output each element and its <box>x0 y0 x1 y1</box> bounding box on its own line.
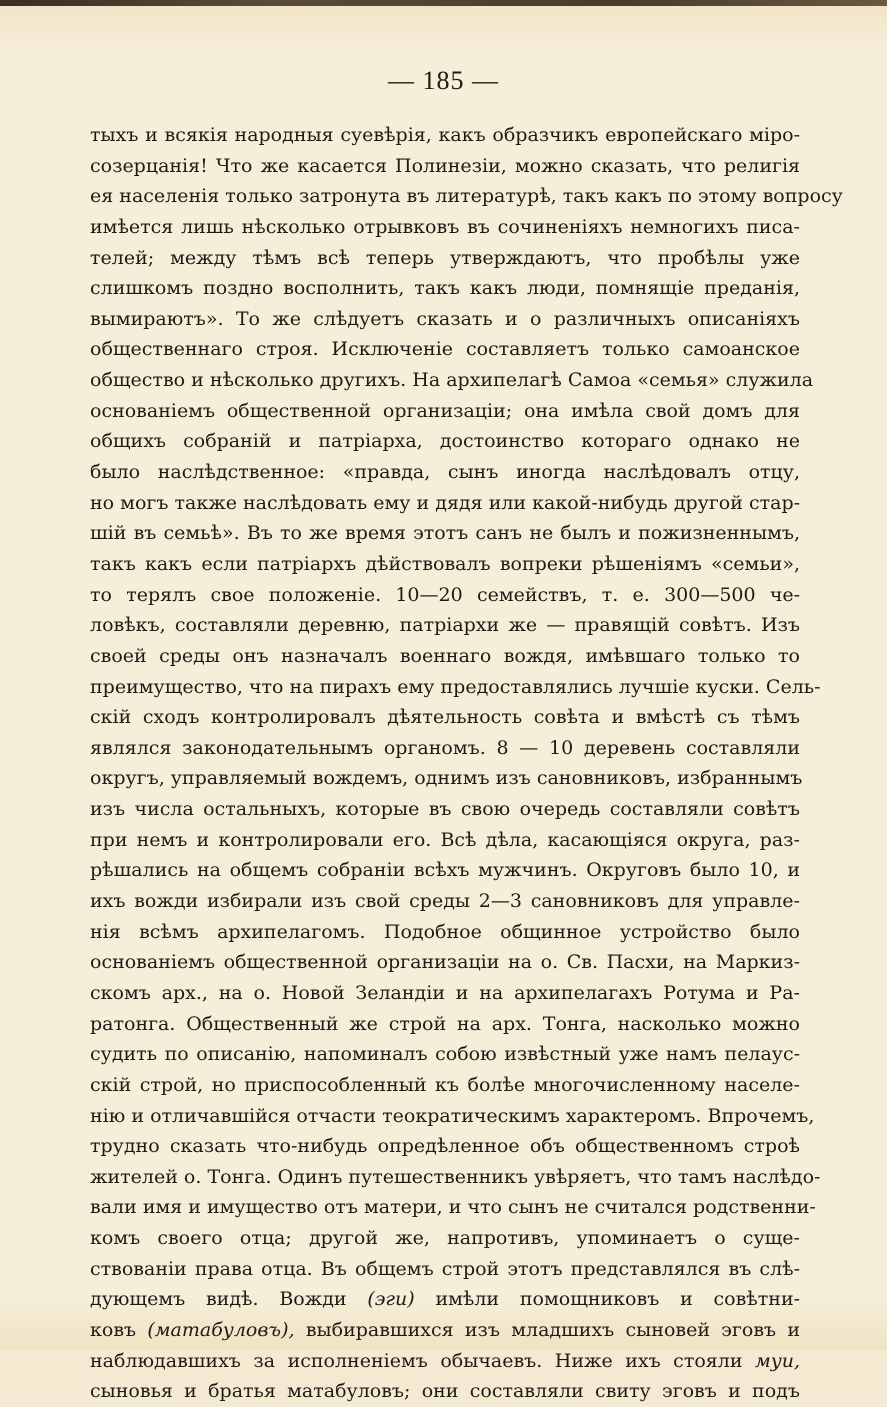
text-line: изъ числа остальныхъ, которые въ свою очередь составляли совѣтъ <box>90 798 800 821</box>
text-line: своей среды онъ назначалъ военнаго вождя, имѣвшаго только то <box>90 644 800 667</box>
text-line: ратонга. Общественный же строй на арх. Тонга, насколько можно <box>90 1012 800 1035</box>
text-line: ковъ (матабуловъ), выбиравшихся изъ младшихъ сыновей эговъ и <box>90 1318 801 1341</box>
text-line: скій сходъ контролировалъ дѣятельность совѣта и вмѣстѣ съ тѣмъ <box>90 706 801 729</box>
text-line: ловѣкъ, составляли деревню, патріархи же — правящій совѣтъ. Изъ <box>90 614 801 637</box>
text-line: общественнаго строя. Исключеніе составляетъ только самоанское <box>90 338 800 361</box>
text-line: ствованіи права отца. Въ общемъ строй этотъ представлялся въ слѣ- <box>90 1257 801 1280</box>
text-line: телей; между тѣмъ всѣ теперь утверждаютъ, что пробѣлы уже <box>90 246 800 269</box>
text-line: слишкомъ поздно восполнить, такъ какъ люди, помнящіе преданія, <box>90 277 800 300</box>
text-line: трудно сказать что-нибудь опредѣленное объ общественномъ строѣ <box>90 1135 800 1158</box>
text-line: скій строй, но приспособленный къ болѣе многочисленному населе- <box>90 1073 800 1096</box>
text-line: наблюдавшихъ за исполненіемъ обычаевъ. Ниже ихъ стояли муи, <box>90 1349 801 1372</box>
text-line: комъ своего отца; другой же, напротивъ, упоминаетъ о суще- <box>90 1227 800 1250</box>
text-line: то терялъ свое положеніе. 10—20 семействъ, т. е. 300—500 че- <box>90 583 801 606</box>
text-line: нію и отличавшійся отчасти теократическимъ характеромъ. Впрочемъ, <box>90 1104 815 1127</box>
text-line: преимущество, что на пирахъ ему предоставлялись лучшіе куски. Сель- <box>90 675 821 698</box>
text-line: основаніемъ общественной организаціи на о. Св. Пасхи, на Маркиз- <box>90 951 801 974</box>
text-line: округъ, управляемый вождемъ, однимъ изъ сановниковъ, избраннымъ <box>90 767 803 790</box>
text-line: но могъ также наслѣдовать ему и дядя или какой-нибудь другой стар- <box>90 491 801 514</box>
text-line: являлся законодательнымъ органомъ. 8 — 10 деревень составляли <box>90 736 800 759</box>
page-number: — 185 — <box>388 66 499 95</box>
page-top-edge <box>0 0 887 6</box>
text-line: созерцанія! Что же касается Полинезіи, можно сказать, что религія <box>90 154 801 177</box>
text-line: шій въ семьѣ». Въ то же время этотъ санъ не былъ и пожизненнымъ, <box>90 522 800 545</box>
text-line: ихъ вожди избирали изъ свой среды 2—3 сановниковъ для управле- <box>90 890 800 913</box>
text-line: сыновья и братья матабуловъ; они составляли свиту эговъ и подъ <box>90 1380 800 1403</box>
text-line: при немъ и контролировали его. Всѣ дѣла, касающіяся округа, раз- <box>90 828 800 851</box>
text-line: основаніемъ общественной организаціи; она имѣла свой домъ для <box>90 399 800 422</box>
text-line: судить по описанію, напоминалъ собою извѣстный уже намъ пелаус- <box>90 1043 801 1066</box>
text-line: вымираютъ». То же слѣдуетъ сказать и о различныхъ описаніяхъ <box>90 307 800 330</box>
text-line: нія всѣмъ архипелагомъ. Подобное общинное устройство было <box>90 920 800 943</box>
text-line: общихъ собраній и патріарха, достоинство котораго однако не <box>90 430 800 453</box>
body-text <box>90 120 843 1407</box>
text-line: вали имя и имущество отъ матери, и что сынъ не считался родственни- <box>90 1196 816 1219</box>
text-line: такъ какъ если патріархъ дѣйствовалъ вопреки рѣшеніямъ «семьи», <box>90 552 800 575</box>
text-line: скомъ арх., на о. Новой Зеландіи и на архипелагахъ Ротума и Ра- <box>90 981 800 1004</box>
text-line: имѣется лишь нѣсколько отрывковъ въ сочиненіяхъ немногихъ писа- <box>90 215 800 238</box>
text-line: было наслѣдственное: «правда, сынъ иногда наслѣдовалъ отцу, <box>90 461 800 484</box>
text-line: ея населенія только затронута въ литературѣ, такъ какъ по этому вопросу <box>90 185 843 208</box>
text-line: общество и нѣсколько другихъ. На архипелагѣ Самоа «семья» служила <box>90 369 814 392</box>
text-line: рѣшались на общемъ собраніи всѣхъ мужчинъ. Округовъ было 10, и <box>90 859 801 882</box>
text-line: дующемъ видѣ. Вожди (эги) имѣли помощниковъ и совѣтни- <box>90 1288 801 1311</box>
text-line: тыхъ и всякія народныя суевѣрія, какъ образчикъ европейскаго міро- <box>90 124 801 146</box>
text-line: жителей о. Тонга. Одинъ путешественникъ увѣряетъ, что тамъ наслѣдо- <box>90 1165 821 1188</box>
